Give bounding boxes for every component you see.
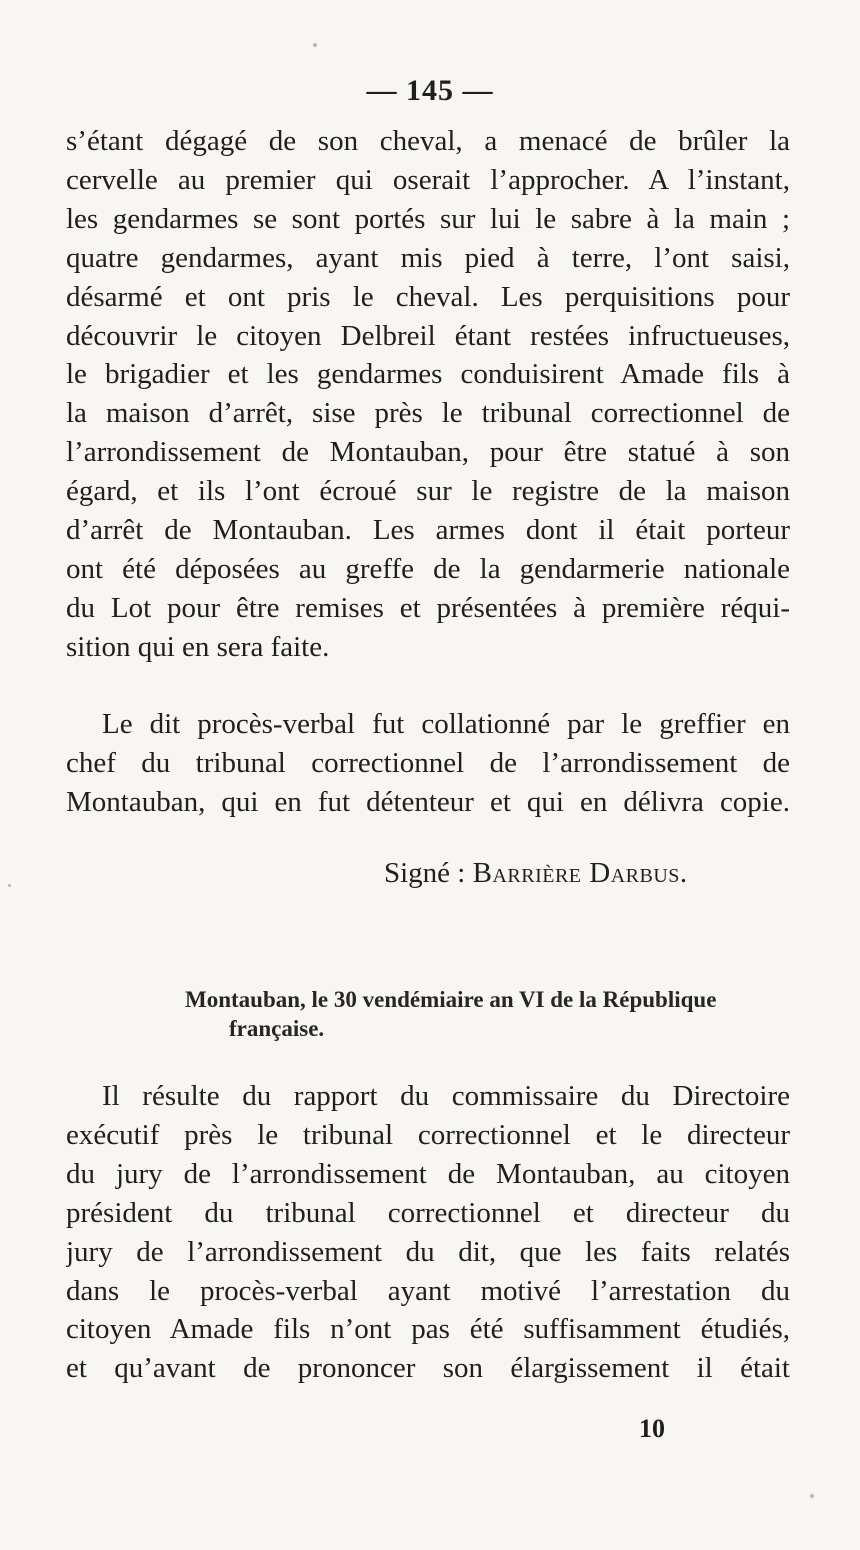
signature-name: Barrière Darbus. bbox=[472, 857, 688, 889]
text-line: exécutif près le tribunal correctionnel et le directeur bbox=[66, 1118, 790, 1151]
text-line: Il résulte du rapport du commissaire du Directoire bbox=[102, 1080, 790, 1112]
paragraph-2 bbox=[66, 705, 790, 822]
paper-speck bbox=[8, 884, 11, 887]
text-line: le brigadier et les gendarmes conduisirent Amade fils à bbox=[66, 358, 790, 391]
text-line: quatre gendarmes, ayant mis pied à terre, l’ont saisi, bbox=[66, 241, 790, 274]
text-line: chef du tribunal correctionnel de l’arrondissement de bbox=[66, 746, 790, 779]
text-line: ont été déposées au greffe de la gendarmerie nationale bbox=[66, 552, 790, 585]
text-line: sition qui en sera faite. bbox=[66, 630, 330, 663]
text-line: citoyen Amade fils n’ont pas été suffisamment étudiés, bbox=[66, 1313, 790, 1346]
page-number: — 145 — bbox=[366, 74, 494, 107]
text-line: cervelle au premier qui oserait l’approcher. A l’instant, bbox=[66, 163, 790, 196]
paragraph-1 bbox=[66, 122, 790, 667]
text-line: s’étant dégagé de son cheval, a menacé de brûler la bbox=[66, 125, 790, 157]
text-line: président du tribunal correctionnel et directeur du bbox=[66, 1196, 790, 1229]
text-line: désarmé et ont pris le cheval. Les perquisitions pour bbox=[66, 280, 790, 313]
paper-speck bbox=[313, 43, 317, 47]
signature-line bbox=[384, 854, 688, 892]
paper-speck bbox=[810, 1494, 814, 1498]
text-line: du Lot pour être remises et présentées à première réqui- bbox=[66, 591, 790, 624]
text-line: dans le procès-verbal ayant motivé l’arrestation du bbox=[66, 1274, 790, 1307]
text-line: la maison d’arrêt, sise près le tribunal correctionnel de bbox=[66, 397, 790, 430]
signature-mark: 10 bbox=[639, 1414, 665, 1443]
text-line: d’arrêt de Montauban. Les armes dont il était porteur bbox=[66, 514, 790, 547]
text-line: jury de l’arrondissement du dit, que les faits relatés bbox=[66, 1235, 790, 1268]
text-line: Le dit procès-verbal fut collationné par le greffier en bbox=[102, 708, 790, 740]
dateline-line: française. bbox=[229, 1016, 325, 1041]
text-line: Montauban, qui en fut détenteur et qui en délivra copie. bbox=[66, 785, 790, 818]
paragraph-3 bbox=[66, 1077, 790, 1388]
text-line: les gendarmes se sont portés sur lui le sabre à la main ; bbox=[66, 202, 790, 235]
text-line: égard, et ils l’ont écroué sur le registre de la maison bbox=[66, 475, 790, 508]
text-line: du jury de l’arrondissement de Montauban, au citoyen bbox=[66, 1157, 790, 1190]
dateline bbox=[185, 985, 785, 1043]
text-line: découvrir le citoyen Delbreil étant restées infructueuses, bbox=[66, 319, 790, 352]
signature-prefix: Signé : bbox=[384, 857, 473, 889]
dateline-line: Montauban, le 30 vendémiaire an VI de la République bbox=[185, 987, 717, 1012]
text-line: l’arrondissement de Montauban, pour être statué à son bbox=[66, 436, 790, 469]
text-line: et qu’avant de prononcer son élargissement il était bbox=[66, 1352, 790, 1385]
